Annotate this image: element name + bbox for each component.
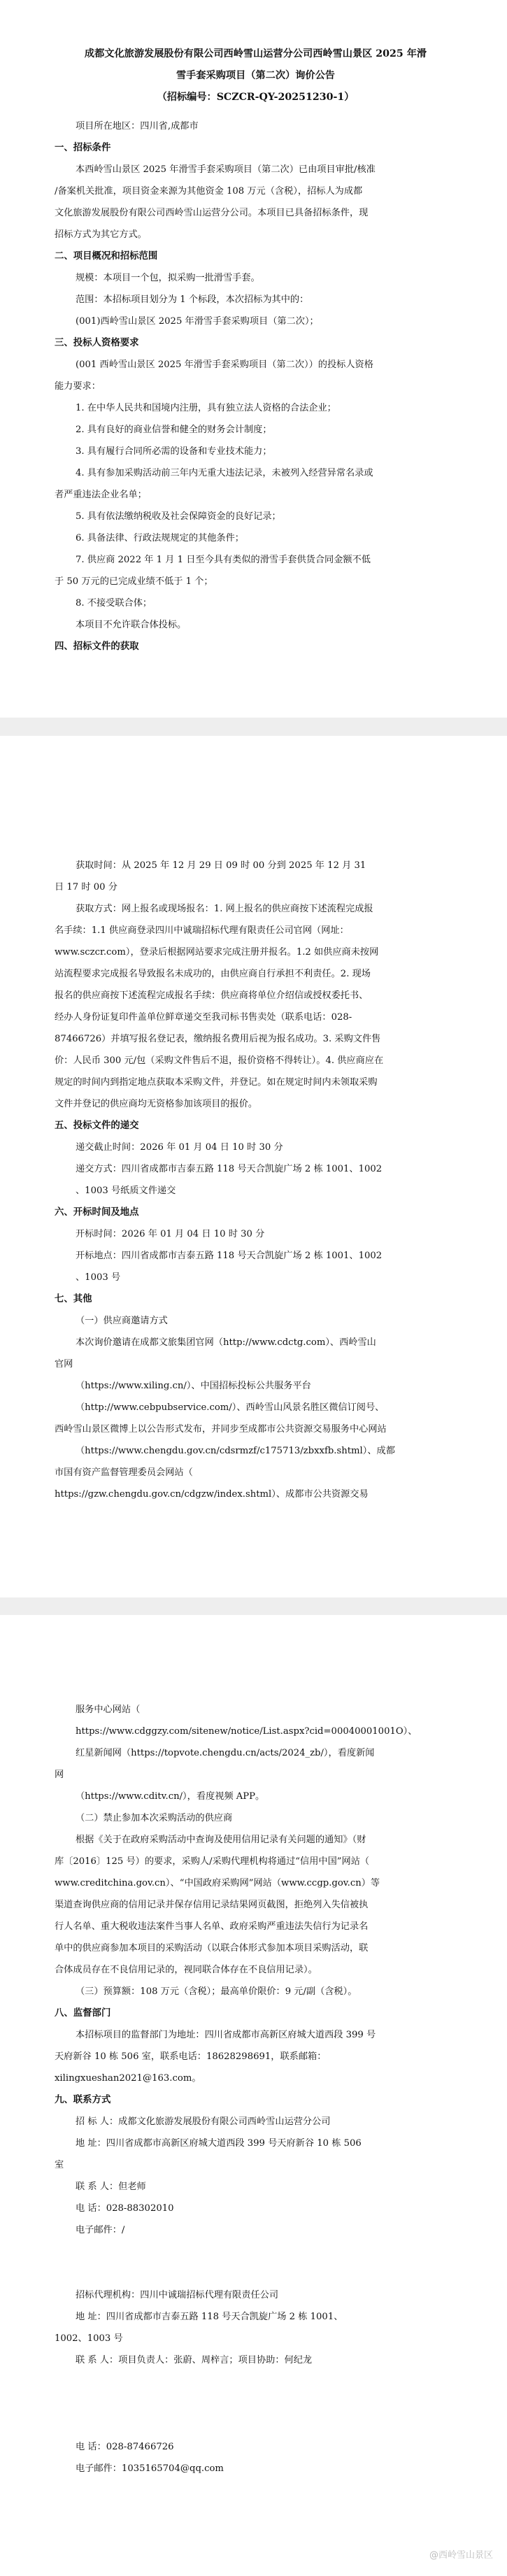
text-line: 能力要求：: [55, 381, 101, 392]
text-line: 7. 供应商 2022 年 1 月 1 日至今具有类似的滑雪手套供货合同金额不低: [76, 555, 371, 565]
text-line: （https://www.xiling.cn/）、中国招标投标公共服务平台: [76, 1381, 311, 1391]
section-heading: 一、招标条件: [55, 143, 111, 153]
section-heading: 九、联系方式: [55, 2095, 111, 2105]
text-line: 室: [55, 2160, 64, 2170]
text-line: 经办人身份证复印件盖单位鲜章递交至我司标书售卖处（联系电话：028-: [55, 1012, 352, 1023]
text-line: 服务中心网站（: [76, 1705, 141, 1715]
text-line: 联 系 人：但老师: [76, 2182, 146, 2192]
text-line: 3. 具有履行合同所必需的设备和专业技术能力；: [76, 446, 272, 457]
text-line: 官网: [55, 1359, 73, 1369]
text-line: 电子邮件：1035165704@qq.com: [76, 2463, 224, 2474]
text-line: 电 话：028-88302010: [76, 2203, 174, 2214]
text-line: 1. 在中华人民共和国境内注册，具有独立法人资格的合法企业；: [76, 403, 336, 413]
text-line: （二）禁止参加本次采购活动的供应商: [76, 1813, 233, 1823]
text-line: （三）预算额：108 万元（含税）；最高单价限价：9 元/副（含税）。: [76, 1986, 357, 1997]
section-heading: 三、投标人资格要求: [55, 338, 139, 348]
text-line: 渠道查询供应商的信用记录并保存信用记录结果网页截图，拒绝列入失信被执: [55, 1900, 369, 1910]
text-line: 本次询价邀请在成都文旅集团官网（http://www.cdctg.com）、西岭雪山: [76, 1337, 376, 1348]
text-line: 联 系 人：项目负责人：张蔚、周梓言；项目协助：何纪龙: [76, 2355, 313, 2365]
weibo-watermark: @西岭雪山景区: [429, 2550, 493, 2561]
text-line: 递交截止时间：2026 年 01 月 04 日 10 时 30 分: [76, 1142, 283, 1153]
document-page-1: [0, 0, 507, 718]
text-line: 者严重违法企业名单；: [55, 490, 147, 500]
document-page-2: [0, 736, 507, 1597]
text-line: 本项目不允许联合体投标。: [76, 620, 187, 630]
text-line: https://gzw.chengdu.gov.cn/cdgzw/index.shtml）、成都市公共资源交易: [55, 1489, 369, 1500]
text-line: 文化旅游发展股份有限公司西岭雪山运营分公司。本项目已具备招标条件，现: [55, 208, 369, 218]
text-line: 5. 具有依法缴纳税收及社会保障资金的良好记录；: [76, 511, 281, 522]
text-line: 递交方式：四川省成都市吉泰五路 118 号天合凯旋广场 2 栋 1001、1002: [76, 1164, 383, 1174]
text-line: https://www.cdggzy.com/sitenew/notice/List.aspx?cid=00040001001O）、: [76, 1726, 417, 1737]
text-line: （http://www.cebpubservice.com/）、西岭雪山风景名胜区微信订阅号、: [76, 1402, 385, 1413]
document-page-3: [0, 1615, 507, 2576]
text-line: （一）供应商邀请方式: [76, 1316, 168, 1326]
text-line: 行人名单、重大税收违法案件当事人名单、政府采购严重违法失信行为记录名: [55, 1921, 369, 1932]
section-heading: 七、其他: [55, 1294, 92, 1304]
text-line: （https://www.chengdu.gov.cn/cdsrmzf/c175713/zbxxfb.shtml）、成都: [76, 1446, 395, 1456]
text-line: 合体成员存在不良信用记录的，视同联合体存在不良信用记录）。: [55, 1965, 317, 1975]
text-line: 网: [55, 1770, 64, 1780]
text-line: 根据《关于在政府采购活动中查询及使用信用记录有关问题的通知》（财: [76, 1835, 366, 1845]
text-line: 红星新闻网（https://topvote.chengdu.cn/acts/2024_zb/），看度新闻: [76, 1748, 375, 1758]
text-line: 本西岭雪山景区 2025 年滑雪手套采购项目（第二次）已由项目审批/核准: [76, 164, 376, 175]
text-line: 电子邮件：/: [76, 2225, 125, 2235]
text-line: 、1003 号: [76, 1272, 121, 1283]
page-2-body: [55, 855, 457, 1505]
text-line: 名手续：1.1 供应商登录四川中诚瑞招标代理有限责任公司官网（网址：: [55, 925, 349, 936]
text-line: 文件并登记的供应商均无资格参加该项目的报价。: [55, 1099, 258, 1109]
text-line: 单中的供应商参加本项目的采购活动（以联合体形式参加本项目采购活动，联: [55, 1943, 369, 1954]
text-line: 报名的供应商按下述流程完成报名手续：供应商将单位介绍信或授权委托书、: [55, 990, 369, 1001]
text-line: 招 标 人：成都文化旅游发展股份有限公司西岭雪山运营分公司: [76, 2116, 331, 2127]
text-line: xilingxueshan2021@163.com。: [55, 2073, 201, 2084]
text-line: 开标时间：2026 年 01 月 04 日 10 时 30 分: [76, 1229, 265, 1239]
agency-contact-tail: [55, 2436, 457, 2479]
text-line: 招标代理机构：四川中诚瑞招标代理有限责任公司: [76, 2290, 279, 2300]
text-line: www.sczcr.com），登录后根据网站要求完成注册并报名。1.2 如供应商未按网: [55, 947, 379, 958]
text-line: 市国有资产监督管理委员会网站（: [55, 1467, 193, 1478]
text-line: 项目所在地区：四川省,成都市: [76, 121, 199, 131]
text-line: (001)西岭雪山景区 2025 年滑雪手套采购项目（第二次）；: [76, 316, 319, 327]
text-line: 、1003 号纸质文件递交: [76, 1186, 176, 1196]
text-line: 日 17 时 00 分: [55, 882, 117, 892]
text-line: 4. 具有参加采购活动前三年内无重大违法记录，未被列入经营异常名录或: [76, 468, 373, 478]
text-line: 范围：本招标项目划分为 1 个标段，本次招标为其中的：: [76, 294, 309, 305]
text-line: 站流程要求完成报名导致报名未成功的，由供应商自行承担不利责任。2. 现场: [55, 969, 371, 979]
text-line: 天府新谷 10 栋 506 室，联系电话：18628298691，联系邮箱：: [55, 2051, 327, 2062]
text-line: 招标方式为其它方式。: [55, 229, 147, 240]
text-line: (001 西岭雪山景区 2025 年滑雪手套采购项目（第二次））的投标人资格: [76, 360, 373, 370]
text-line: 库〔2016〕125 号）的要求，采购人/采购代理机构将通过“信用中国”网站（: [55, 1856, 370, 1867]
section-heading: 四、招标文件的获取: [55, 641, 139, 652]
text-line: 地 址：四川省成都市吉泰五路 118 号天合凯旋广场 2 栋 1001、: [76, 2312, 343, 2322]
text-line: 2. 具有良好的商业信誉和健全的财务会计制度；: [76, 425, 272, 435]
agency-contact-block: [55, 2284, 457, 2371]
text-line: 8. 不接受联合体；: [76, 598, 152, 609]
tender-number: （招标编号：SCZCR-QY-20251230-1）: [157, 92, 355, 103]
text-line: /备案机关批准，项目资金来源为其他资金 108 万元（含税），招标人为成都: [55, 186, 363, 197]
text-line: 价：人民币 300 元/包（采购文件售后不退，报价资格不得转让）。4. 供应商应在: [55, 1055, 384, 1066]
announcement-title: [55, 43, 457, 115]
text-line: 87466726）并填写报名登记表，缴纳报名费用后视为报名成功。3. 采购文件售: [55, 1034, 381, 1044]
text-line: （https://www.cditv.cn/），看度视频 APP。: [76, 1791, 265, 1802]
text-line: 本招标项目的监督部门为地址：四川省成都市高新区府城大道西段 399 号: [76, 2030, 376, 2040]
section-heading: 五、投标文件的递交: [55, 1120, 139, 1131]
text-line: 西岭雪山景区微博上以公告形式发布，并同步至成都市公共资源交易服务中心网站: [55, 1424, 387, 1435]
text-line: 开标地点：四川省成都市吉泰五路 118 号天合凯旋广场 2 栋 1001、1002: [76, 1251, 383, 1261]
title-line-1: 成都文化旅游发展股份有限公司西岭雪山运营分公司西岭雪山景区 2025 年滑: [84, 48, 427, 59]
text-line: 于 50 万元的已完成业绩不低于 1 个；: [55, 576, 213, 587]
text-line: 规定的时间内到指定地点获取本采购文件，并登记。如在规定时间内未领取采购: [55, 1077, 378, 1088]
text-line: 1002、1003 号: [55, 2333, 123, 2344]
title-line-2: 雪手套采购项目（第二次）询价公告: [176, 70, 335, 81]
section-heading: 六、开标时间及地点: [55, 1207, 139, 1218]
text-line: 地 址：四川省成都市高新区府城大道西段 399 号天府新谷 10 栋 506: [76, 2138, 362, 2149]
page-1-body: [55, 115, 457, 657]
text-line: www.creditchina.gov.cn）、“中国政府采购网”网站（www.ccgp.gov.cn）等: [55, 1878, 380, 1888]
text-line: 6. 具备法律、行政法规规定的其他条件；: [76, 533, 244, 543]
text-line: 获取方式：网上报名或现场报名：1. 网上报名的供应商按下述流程完成报: [76, 904, 373, 914]
text-line: 获取时间：从 2025 年 12 月 29 日 09 时 00 分到 2025 年 12 月 31: [76, 860, 366, 871]
text-line: 规模：本项目一个包，拟采购一批滑雪手套。: [76, 273, 260, 283]
section-heading: 八、监督部门: [55, 2008, 111, 2019]
text-line: 电 话：028-87466726: [76, 2442, 174, 2452]
page-3-body: [55, 1699, 457, 2241]
section-heading: 二、项目概况和招标范围: [55, 251, 158, 262]
